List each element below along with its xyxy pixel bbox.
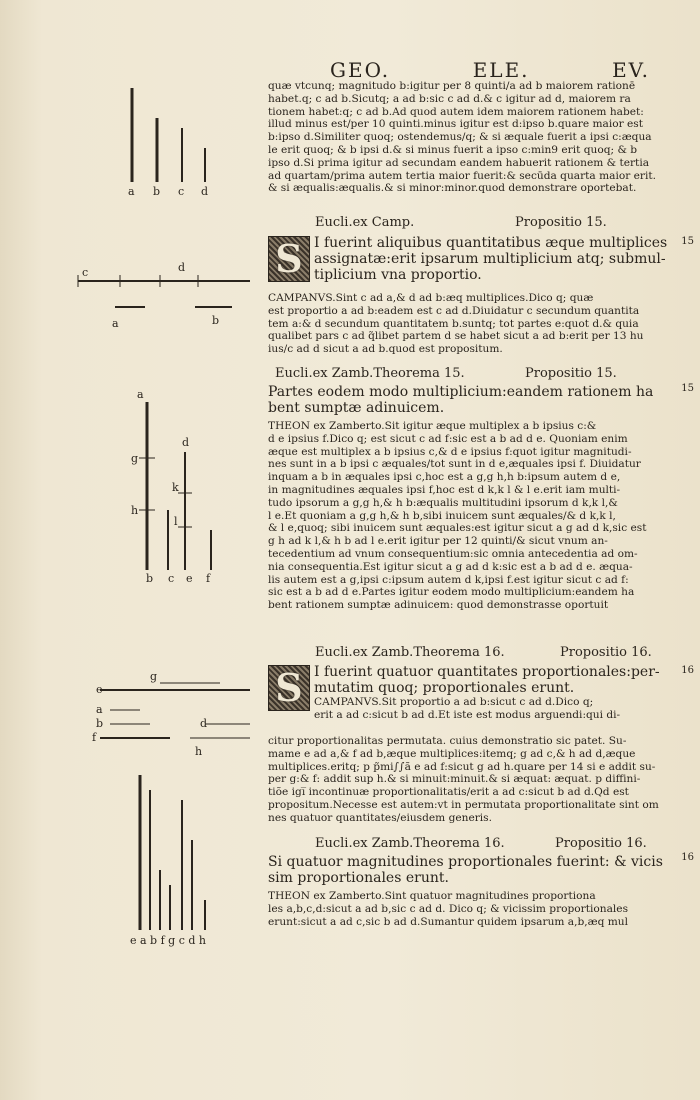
margin-figures <box>0 0 260 1000</box>
fig15b-label-e: e <box>186 572 193 585</box>
prop15-theon <box>268 420 683 612</box>
text-line: bent sumptæ adinuicem. <box>268 400 445 416</box>
text-line: THEON ex Zamberto.Sit igitur æque multiplex a b ipsius c:& <box>268 420 597 432</box>
text-line: per g:& f: addit sup h.& si minuit:minuit.& si æquat: æquat. p diffini- <box>268 773 641 786</box>
text-line: sim proportionales erunt. <box>268 870 449 886</box>
prop16-theon <box>268 890 683 928</box>
prop16-zamb-enunciation <box>268 854 683 886</box>
section-heading-2 <box>275 366 690 382</box>
text-line: d e ipsius f.Dico q; est sicut c ad f:sic est a b ad d e. Quoniam enim <box>268 432 628 445</box>
heading-label: Eucli.ex Zamb.Theorema 16. <box>315 836 505 851</box>
fig16-label-h: h <box>195 745 203 758</box>
text-line: le erit quoq; & b ipsi d.& si minus fuerit a ipso c:min9 erit quoq; & b <box>268 143 638 156</box>
text-line: CAMPANVS.Sint c ad a,& d ad b:æq multiplices.Dico q; quæ <box>268 292 594 304</box>
fig16-label-a: a <box>96 703 103 716</box>
fig15b-label-b: b <box>146 572 154 585</box>
figure-prop-15 <box>78 275 250 307</box>
margin-number: 15 <box>681 383 694 394</box>
intro-text <box>268 80 683 195</box>
fig15-label-b: b <box>212 314 220 327</box>
fig14-label-d: d <box>201 185 209 198</box>
text-line: æque est multiplex a b ipsius c,& d e ipsius f:quot igitur magnitudi- <box>268 445 632 458</box>
margin-number: 16 <box>681 665 694 676</box>
drop-cap: S <box>268 236 310 282</box>
text-line: nes sunt in a b ipsi c æquales/tot sunt in d e,æquales ipsi f. Diuidatur <box>268 458 641 471</box>
text-line: sic est a b ad d e.Partes igitur eodem modo multiplicium:eandem ha <box>268 586 635 599</box>
prop15-campanus <box>268 292 683 356</box>
text-line: & l e,quoq; sibi inuicem sunt æquales:est igitur sicut a g ad d k,sic est <box>268 522 647 535</box>
fig15-label-d: d <box>178 261 186 274</box>
fig15b-label-g: g <box>131 452 139 465</box>
text-line: multiplices.eritq; p p̃mi∫∫ã e ad f:sicut g ad h.quare per 14 si e addit su- <box>268 760 656 773</box>
text-line: Si quatuor magnitudines proportionales fuerint: & vicis <box>268 854 663 870</box>
fig16-label-g: g <box>150 670 158 683</box>
text-line: ius/c ad d sicut a ad b.quod est propositum. <box>268 343 503 356</box>
text-line: erunt:sicut a ad c,sic b ad d.Sumantur quidem ipsarum a,b,æq mul <box>268 915 628 928</box>
text-line: illud minus est/per 10 quinti.minus igitur est d:ipso b.quare maior est <box>268 118 643 131</box>
text-line: bent rationem sumptæ adinuicem: quod demonstrasse oportuit <box>268 599 609 612</box>
prop16-enunciation <box>268 664 683 722</box>
fig15b-label-h: h <box>131 504 139 517</box>
fig14-label-a: a <box>128 185 135 198</box>
fig14-label-b: b <box>153 185 161 198</box>
text-line: tudo ipsorum a g,g h,& h b:æqualis multitudini ipsorum d k,k l,& <box>268 496 618 509</box>
text-line: nia consequentia.Est igitur sicut a g ad d k:sic est a b ad d e. æqua- <box>268 560 633 573</box>
section-heading-3 <box>315 645 700 661</box>
text-line: citur proportionalitas permutata. cuius demonstratio sic patet. Su- <box>268 735 627 747</box>
fig15b-label-a: a <box>137 388 144 401</box>
section-heading-1 <box>315 215 700 231</box>
text-line: I fuerint aliquibus quantitatibus æque multiplices <box>314 235 668 251</box>
text-line: THEON ex Zamberto.Sint quatuor magnitudines proportiona <box>268 890 596 902</box>
figure-prop-14 <box>132 88 205 182</box>
heading-label: Eucli.ex Camp. <box>315 215 415 230</box>
running-head-left: GEO. <box>330 58 391 82</box>
text-line: les a,b,c,d:sicut a ad b,sic c ad d. Dico q; & vicissim proportionales <box>268 902 629 915</box>
text-line: qualibet pars c ad q̃libet partem d se habet sicut a ad b:erit per 13 hu <box>268 330 644 343</box>
text-line: CAMPANVS.Sit proportio a ad b:sicut c ad d.Dico q; <box>314 696 594 708</box>
heading-prop: Propositio 15. <box>525 366 617 381</box>
fig15b-label-k: k <box>172 481 179 494</box>
text-line: ipso d.Si prima igitur ad secundam eandem habuerit rationem & tertia <box>268 156 650 169</box>
fig16-bottom-labels: e a b f g c d h <box>130 934 206 947</box>
fig16-label-d: d <box>200 717 208 730</box>
text-line: tiõe igi̅ incontinuæ proportionalitatis/erit a ad c:sicut b ad d.Qd est <box>268 786 629 799</box>
text-line: mutatim quoq; proportionales erunt. <box>314 680 575 696</box>
text-line: b:ipso d.Similiter quoq; ostendemus/q; & si æquale fuerit a ipsi c:æqua <box>268 131 652 144</box>
prop15-zamb-enunciation <box>268 384 683 416</box>
fig15b-label-f: f <box>206 572 211 585</box>
fig16-label-f: f <box>92 731 97 744</box>
text-line: I fuerint quatuor quantitates proportionales:per- <box>314 664 660 680</box>
fig15b-label-c: c <box>168 572 175 585</box>
margin-number: 16 <box>681 852 694 863</box>
running-head-right: EV. <box>612 58 650 82</box>
text-line: habet.q; c ad b.Sicutq; a ad b:sic c ad d.& c igitur ad d, maiorem ra <box>268 92 631 105</box>
text-line: est proportio a ad b:eadem est c ad d.Diuidatur c secundum quantita <box>268 304 640 317</box>
fig15-label-a: a <box>112 317 119 330</box>
fig15b-label-d: d <box>182 436 190 449</box>
text-line: tecedentium ad vnum consequentium:sic omnia antecedentia ad om- <box>268 547 638 560</box>
text-line: g h ad k l,& h b ad l e.erit igitur per 12 quinti/& sicut vnum an- <box>268 535 608 548</box>
fig14-label-c: c <box>178 185 185 198</box>
heading-prop: Propositio 15. <box>515 215 607 230</box>
figure-prop-16 <box>100 683 250 930</box>
text-line: tem a:& d secundum quantitatem b.suntq; tot partes e:quot d.& quia <box>268 317 639 330</box>
text-line: ad quartam/prima autem tertia maior fuerit:& secūda quarta maior erit. <box>268 169 657 182</box>
heading-label: Eucli.ex Zamb.Theorema 16. <box>315 645 505 660</box>
text-line: propositum.Necesse est autem:vt in permutata proportionalitate sint om <box>268 798 659 811</box>
text-line: quæ vtcunq; magnitudo b:igitur per 8 quinti/a ad b maiorem rationē <box>268 80 636 92</box>
text-line: inquam a b in æquales ipsi c,hoc est a g,g h,h b:ipsum autem d e, <box>268 471 621 484</box>
drop-cap: S <box>268 665 310 711</box>
fig15b-label-l: l <box>174 515 178 528</box>
text-line: nes quatuor quantitates/eiusdem generis. <box>268 811 492 824</box>
text-line: erit a ad c:sicut b ad d.Et iste est modus arguendi:qui di- <box>314 708 621 721</box>
text-line: lis autem est a g,ipsi c:ipsum autem d k,ipsi f.est igitur sicut c ad f: <box>268 573 629 586</box>
text-line: assignatæ:erit ipsarum multiplicium atq; submul- <box>314 251 666 267</box>
text-line: mame e ad a,& f ad b,æque multiplices:itemq; g ad c,& h ad d,æque <box>268 747 636 760</box>
running-head <box>330 58 650 82</box>
text-line: tionem habet:q; c ad b.Ad quod autem idem maiorem rationem habet: <box>268 105 644 118</box>
heading-label: Eucli.ex Zamb.Theorema 15. <box>275 366 465 381</box>
prop15-enunciation <box>268 235 683 283</box>
fig15-label-c: c <box>82 266 89 279</box>
text-line: Partes eodem modo multiplicium:eandem rationem ha <box>268 384 654 400</box>
text-line: l e.Et quoniam a g,g h,& h b,sibi inuicem sunt æquales/& d k,k l, <box>268 509 616 522</box>
heading-prop: Propositio 16. <box>555 836 647 851</box>
section-heading-4 <box>315 836 700 852</box>
prop16-campanus <box>268 735 683 825</box>
fig16-label-b: b <box>96 717 104 730</box>
heading-prop: Propositio 16. <box>560 645 652 660</box>
text-line: in magnitudines æquales ipsi f,hoc est d k,k l & l e.erit iam multi- <box>268 483 621 496</box>
text-line: tiplicium vna proportio. <box>314 267 482 283</box>
running-head-center: ELE. <box>472 58 530 82</box>
margin-number: 15 <box>681 236 694 247</box>
fig16-label-e: e <box>96 683 103 696</box>
text-line: & si æqualis:æqualis.& si minor:minor.quod demonstrare oportebat. <box>268 182 637 195</box>
